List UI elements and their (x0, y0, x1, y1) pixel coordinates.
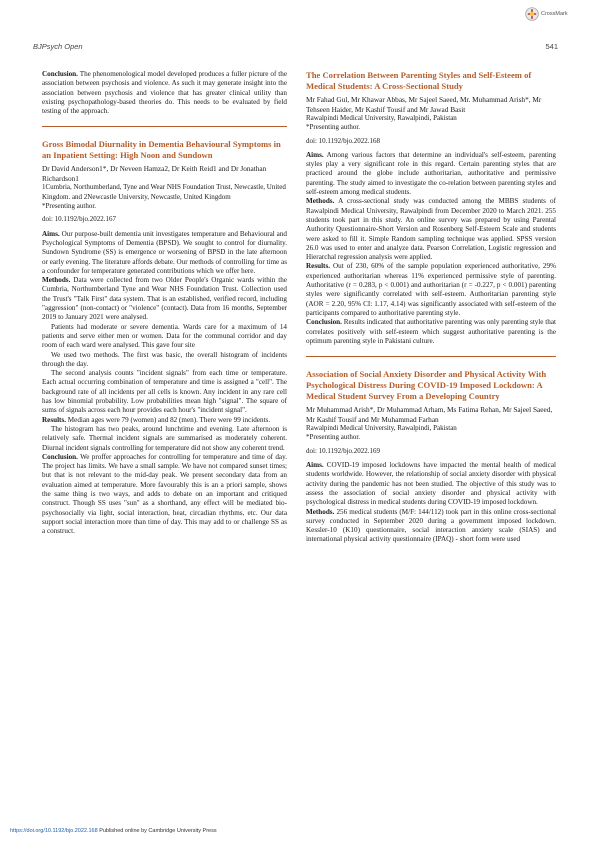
conclusion-label: Conclusion. (306, 318, 342, 327)
left-column (42, 70, 287, 536)
page-footer (10, 828, 217, 834)
section-divider (42, 126, 287, 127)
aims-label: Aims. (42, 229, 60, 238)
conclusion-text: We proffer approaches for controlling for temperature and time of day. The project has limits. We have a small sample. We have not compared sunset times; but that is not relevant to the mid-day peak. We present secondary data from an evaluation aimed at temperature. More favourably this is an a priori sample, shows the same thing is two ways, and adds to debate on an important and critiqued construct. Though SS uses "sun" as a shorthand, any effect will be mediated bio-psychosocially via light, social interaction, heat, circadian rhythms, etc. Our data support social interaction more than time of day. This may add to or challenge SS as a construct. (42, 452, 287, 536)
methods-paragraph-2: Patients had moderate or severe dementia. Wards care for a maximum of 14 patients and serve either men or women. Data for the communal corridor and day room of each ward were analysed. This gave four site (42, 322, 287, 350)
abstract-authors: Mr Muhammad Arish*, Dr Muhammad Arham, Ms Fatima Rehan, Mr Sajeel Saeed, Mr Kashif Tousif and Mr Muhammad Farhan (306, 405, 553, 424)
aims-text: Our purpose-built dementia unit investigates temperature and Behavioural and Psychological Symptoms of Dementia (BPSD). We sought to control for diurnality. Sundown Syndrome (SS) is emergence or worsening of BPSD in the late afternoon or early evening. The literature affords debate. Our methods of controlling for time as a confounder for temperature generated contributions which we offer here. (42, 229, 287, 275)
conclusion-text: Results indicated that authoritative parenting was only parenting style that correlates positively with self-esteem which suggest authoritative parenting is the optimum parenting style in Pakistani culture. (306, 318, 556, 345)
methods-text: 256 medical students (M/F: 144/112) took part in this online cross-sectional survey conducted in September 2020 during a government imposed lockdown. Kessler-10 (K10) questionnaire, social interaction anxiety scale (SIAS) and international physical activity questionnaire (IPAQ) - short form were used (306, 507, 556, 544)
right-column (306, 70, 556, 545)
conclusion-paragraph (42, 453, 287, 537)
aims-label: Aims. (306, 150, 324, 159)
abstract-authors: Mr Fahad Gul, Mr Khawar Abbas, Mr Sajeel Saeed, Mr. Muhammad Arish*, Mr Tehseen Haider, Mr Kashif Tousif and Mr Jawad Basit (306, 95, 542, 114)
presenting-author-note: *Presenting author. (306, 433, 361, 442)
methods-paragraph (42, 276, 287, 322)
results-paragraph (306, 262, 556, 318)
methods-paragraph (306, 508, 556, 545)
crossmark-label: CrossMark (541, 11, 568, 17)
abstract-affiliation: 1Cumbria, Northumberland, Tyne and Wear NHS Foundation Trust, Newcastle, United Kingdom. and 2Newcastle University, Newcastle, United Kingdom (42, 183, 286, 201)
results-text: Out of 230, 60% of the sample population experienced authoritative, 29% experienced authoritarian whereas 11% experienced permissive style of parenting. Authoritative (r = 0.283, p < 0.001) and authoritarian (r = -0.227, p < 0.001) parenting styles were significantly correlated with self-esteem. Authoritarian parenting style (AOR = 2.20, 95% CI: 1.17, 4.14) was significantly associated with self-esteem of the participants compared to authoritative parenting style. (306, 262, 556, 317)
methods-label: Methods. (306, 507, 335, 516)
conclusion-paragraph (306, 318, 556, 346)
abstract-title: The Correlation Between Parenting Styles and Self-Esteem of Medical Students: A Cross-Sectional Study (306, 70, 532, 91)
section-divider (306, 356, 556, 357)
results-label: Results. (306, 262, 331, 271)
conclusion-label: Conclusion. (42, 452, 78, 461)
aims-paragraph (306, 151, 556, 197)
intro-conclusion (42, 70, 287, 116)
abstract-affiliation: Rawalpindi Medical University, Rawalpindi, Pakistan (306, 114, 457, 122)
aims-text: Among various factors that determine an individual's self-esteem, parenting styles play a very significant role in this regard. Certain parenting styles that are practiced around the globe include authoritarian, authoritative and permissive parenting. The study aimed to investigate the co-relation between parenting styles and self-esteem among medical students. (306, 150, 556, 197)
aims-label: Aims. (306, 461, 324, 470)
presenting-author-note: *Presenting author. (42, 202, 97, 211)
methods-label: Methods. (306, 197, 335, 206)
abstract-title: Association of Social Anxiety Disorder and Physical Activity With Psychological Distress During COVID-19 Imposed Lockdown: A Medical Student Survey From a Developing Country (306, 369, 547, 402)
abstract-doi: doi: 10.1192/bjo.2022.167 (42, 215, 117, 224)
methods-text: A cross-sectional study was conducted among the MBBS students of Rawalpindi Medical University, Rawalpindi from December 2020 to March 2021. 255 students took part in this study. An online survey was prepared by using Parental Authority Questionnaire-Short Version and Rosenberg Self-Esteem Scale and students were asked to fill it. Simple Random sampling technique was applied. SPSS version 26.0 was used to enter and analyze data. Pearson Correlation, Logistic regression and Hierarchal regression analysis were applied. (306, 197, 556, 262)
abstract-affiliation: Rawalpindi Medical University, Rawalpindi, Pakistan (306, 424, 457, 433)
methods-paragraph-3: We used two methods. The first was basic, the overall histogram of incidents through the day. (42, 350, 287, 368)
doi-link[interactable]: https://doi.org/10.1192/bjo.2022.168 (10, 828, 98, 834)
results-paragraph-2: The histogram has two peaks, around lunchtime and evening. Late afternoon is relatively safe. Thermal incident signals are summarised as moderately coherent. Diurnal incident signals controlling for temperature did not show any coherent trend. (42, 424, 287, 452)
crossmark-badge[interactable] (525, 6, 587, 22)
presenting-author-note: *Presenting author. (306, 123, 361, 132)
aims-paragraph (42, 230, 287, 276)
journal-name: BJPsych Open (33, 42, 83, 51)
methods-paragraph-4: The second analysis counts "incident signals" from each time or temperature. Each actual occurring combination of temperature and time is assigned a "cell". The background rate of all incidents per all cells is known. Any incident in any rare cell has low binomial probability. Low probabilities mean high "signal". The square of sums of signals across each hour provides each hour's "incident signal". (42, 369, 287, 415)
page-number: 541 (545, 42, 558, 51)
results-paragraph (42, 416, 287, 425)
conclusion-label: Conclusion. (42, 70, 78, 78)
methods-text: Data were collected from two Older People's Organic wards within the Cumbria, Northumberland Tyne and Wear NHS Foundation Trust. Collection used the Trust's "Talk First" data system. That is an established, verified record, including "aggression" (non-contact) or "violence" (contact). Data from 16 months, September 2019 to January 2021 were analysed. (42, 276, 287, 322)
abstract-title: Gross Bimodal Diurnality in Dementia Behavioural Symptoms in an Inpatient Setting: High Noon and Sundown (42, 139, 281, 161)
results-text: Median ages were 79 (women) and 82 (men). There were 99 incidents. (66, 415, 271, 424)
methods-paragraph (306, 197, 556, 262)
crossmark-icon (525, 7, 539, 21)
abstract-authors: Dr David Anderson1*, Dr Neveen Hamza2, Dr Keith Reid1 and Dr Jonathan Richardson1 (42, 164, 267, 183)
abstract-doi: doi: 10.1192/bjo.2022.169 (306, 446, 381, 455)
conclusion-text: The phenomenological model developed produces a fuller picture of the association between psychosis and violence. As such it may generate insight into the association between psychosis and violence that has greater clinical utility than existing psychopathology-based theories do. This needs to be evaluated by field testing of the approach. (42, 70, 287, 116)
aims-text: COVID-19 imposed lockdowns have impacted the mental health of medical students worldwide. However, the relationship of social anxiety disorder with physical activity during the pandemic has not been studied. The objective of this study was to assess the association of social anxiety disorder and physical activity with psychological distress in medical students during COVID-19 imposed lockdown. (306, 461, 556, 507)
aims-paragraph (306, 461, 556, 507)
methods-label: Methods. (42, 276, 71, 285)
results-label: Results. (42, 415, 67, 424)
abstract-doi: doi: 10.1192/bjo.2022.168 (306, 136, 381, 145)
publisher-note: Published online by Cambridge University Press (97, 828, 217, 834)
